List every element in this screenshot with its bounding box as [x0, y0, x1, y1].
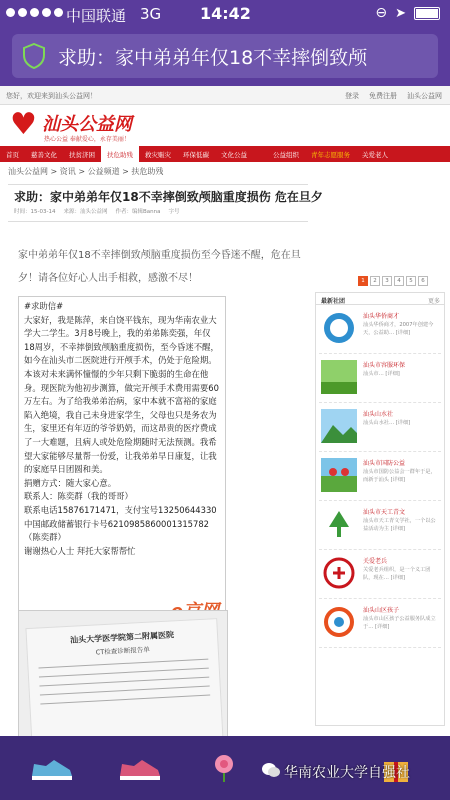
- pager-button[interactable]: 3: [382, 276, 392, 286]
- site-logo[interactable]: [10, 108, 150, 148]
- article-title: 求助：家中弟弟年仅18不幸摔倒致颅脑重度损伤 危在旦夕: [14, 190, 323, 204]
- list-item[interactable]: [319, 505, 441, 550]
- nav-item[interactable]: 慈善文化: [31, 151, 57, 159]
- network-type: 3G: [140, 5, 162, 23]
- nav-item[interactable]: 公益组织: [273, 151, 299, 159]
- group-name: 汕头山水社: [363, 411, 394, 418]
- pager-button[interactable]: 4: [394, 276, 404, 286]
- contact-person: 联系人：陈奕群（我的哥哥）: [24, 491, 133, 502]
- web-page: [0, 86, 450, 736]
- group-name: 关爱老兵: [363, 558, 388, 565]
- group-desc: 汕头市天工青文学社，一个以公益活动为主 [详细]: [363, 518, 436, 532]
- org-logo-icon: [321, 311, 357, 345]
- page-title: 求助：家中弟弟年仅18不幸摔倒致颅: [58, 47, 368, 69]
- group-desc: 汕头市国防公益会一群年于是，而新于汕头 [详细]: [363, 469, 436, 483]
- tree-logo-icon: [321, 507, 357, 541]
- latest-groups-panel: [315, 292, 445, 726]
- letter-body: 大家好，我是陈萍，来自饶平钱东，现为华南农业大学大二学生。3月8号晚上，我的弟弟陈奕强，年仅18周岁，不幸摔倒致颅脑重度损伤，至今昏迷不醒，如今在汕头市二医院进行开颅手术，仍处于危险期。本该对未来满怀憧憬的少年只剩下脆弱的生命在他身。现医院为他初步测算，做完开颅手术费用需要60万左右。为了给我弟弟治病，家中本就不富裕的家庭陷入绝境，我自己未身进家学生，父母也只是务农为生，家里还有年迈的爷爷奶奶，而这昂贵的医疗费成了一大难题，且病人或处危险期随时无法预测。我希望大家能够尽量帮一份爱，让我弟弟早日康复，让我的家庭早日团圆和美。: [24, 314, 219, 475]
- plant-photo-icon: [321, 360, 357, 394]
- clock: 14:42: [200, 4, 251, 23]
- list-item[interactable]: [319, 456, 441, 501]
- heart-icon: ♥: [10, 107, 37, 142]
- donation-method: 捐赠方式：随大家心意。: [24, 477, 117, 488]
- status-bar: [0, 0, 450, 28]
- address-bar[interactable]: [12, 34, 438, 78]
- group-desc: 汕头市… [详细]: [363, 371, 400, 377]
- group-desc: 汕头市山区孩子公益服务队成立于… [详细]: [363, 616, 436, 630]
- battery-icon: [414, 7, 440, 20]
- contact-details: 联系电话15876171471，支付宝号13250644330中国邮政储蓄银行卡号6210985860001315782（陈奕群）: [24, 504, 217, 543]
- nav-item[interactable]: 青年志愿服务: [311, 151, 350, 159]
- nav-item[interactable]: 首页: [6, 151, 19, 159]
- group-name: 汕头华侨商才: [363, 313, 400, 320]
- nav-item[interactable]: 救灾赈灾: [145, 151, 171, 159]
- carrier-name: 中国联通: [66, 7, 127, 25]
- flower-icon: [206, 748, 242, 784]
- group-name: 汕头市容服环保: [363, 362, 406, 369]
- nav-item[interactable]: 环保低碳: [183, 151, 209, 159]
- login-link[interactable]: 登录: [345, 92, 359, 100]
- group-desc: 汕头华侨商才，2007年创建今天，公益助… [详细]: [363, 322, 434, 336]
- list-item[interactable]: [319, 309, 441, 354]
- sneaker-icon: [30, 756, 74, 782]
- nav-item[interactable]: 扶贫济困: [69, 151, 95, 159]
- signal-strength-icon: [6, 8, 63, 17]
- medical-report-photo: [18, 610, 228, 736]
- list-item[interactable]: [319, 554, 441, 599]
- report-title: CT检查诊断报告单: [95, 645, 150, 657]
- browser-header: [0, 28, 450, 86]
- article-author: 作者：编辑Banna: [115, 209, 161, 215]
- site-link[interactable]: 汕头公益网: [407, 92, 442, 100]
- register-link[interactable]: 免费注册: [369, 92, 397, 100]
- letter-heading: #求助信#: [24, 301, 64, 311]
- location-icon: ➤: [395, 5, 406, 21]
- ring-logo-icon: [321, 605, 357, 639]
- group-desc: 关爱老兵组织，是一个义工团队，现在… [详细]: [363, 567, 431, 581]
- welcome-text: 您好，欢迎来到汕头公益网！: [6, 92, 97, 100]
- article-source: 来源：汕头公益网: [63, 209, 108, 215]
- article-date: 时间：15-03-14: [14, 209, 56, 215]
- slideshow-pager: [358, 276, 428, 286]
- wechat-icon: [262, 762, 280, 778]
- rotation-lock-icon: ⊖: [375, 5, 388, 21]
- breadcrumb: 汕头公益网 > 资讯 > 公益频道 > 扶危助残: [8, 167, 164, 176]
- article-intro: 家中弟弟年仅18不幸摔倒致颅脑重度损伤至今昏迷不醒，危在旦夕！请各位好心人出手相救，感激不尽！: [18, 250, 301, 284]
- emblem-logo-icon: [321, 556, 357, 590]
- nav-item[interactable]: 关爱老人: [362, 151, 388, 159]
- wechat-watermark: 华南农业大学自强社: [284, 765, 410, 781]
- appeal-letter-image: [18, 296, 226, 626]
- pager-button[interactable]: 6: [418, 276, 428, 286]
- landscape-photo-icon: [321, 409, 357, 443]
- list-item[interactable]: [319, 407, 441, 452]
- letter-closing: 谢谢热心人士 拜托大家帮帮忙: [24, 545, 136, 556]
- group-name: 汕头市天工青文: [363, 509, 406, 516]
- group-name: 汕头市国防公益: [363, 460, 406, 467]
- hospital-name: 汕头大学医学院第二附属医院: [69, 630, 175, 645]
- nav-item[interactable]: 文化公益: [221, 151, 247, 159]
- article-header: [8, 184, 323, 222]
- ct-report: [25, 618, 224, 736]
- list-item[interactable]: [319, 358, 441, 403]
- sneaker-icon: [118, 756, 162, 782]
- pager-button[interactable]: 2: [370, 276, 380, 286]
- nav-item[interactable]: 扶危助残: [101, 146, 139, 162]
- pager-button[interactable]: 1: [358, 276, 368, 286]
- font-size-toggle[interactable]: 字号: [168, 209, 180, 215]
- group-desc: 汕头山水社… [详细]: [363, 420, 411, 426]
- logo-slogan: 热心公益 奉献爱心，永存美丽！: [44, 136, 130, 143]
- list-item[interactable]: [319, 603, 441, 648]
- more-link[interactable]: 更多: [427, 298, 440, 305]
- volunteer-photo-icon: [321, 458, 357, 492]
- top-strip: [0, 86, 450, 105]
- logo-name: 汕头公益网: [42, 114, 132, 135]
- main-nav: [0, 146, 450, 162]
- panel-heading: 最新社团: [321, 298, 346, 305]
- group-name: 汕头山区孩子: [363, 607, 400, 614]
- pager-button[interactable]: 5: [406, 276, 416, 286]
- shield-icon: [22, 43, 46, 69]
